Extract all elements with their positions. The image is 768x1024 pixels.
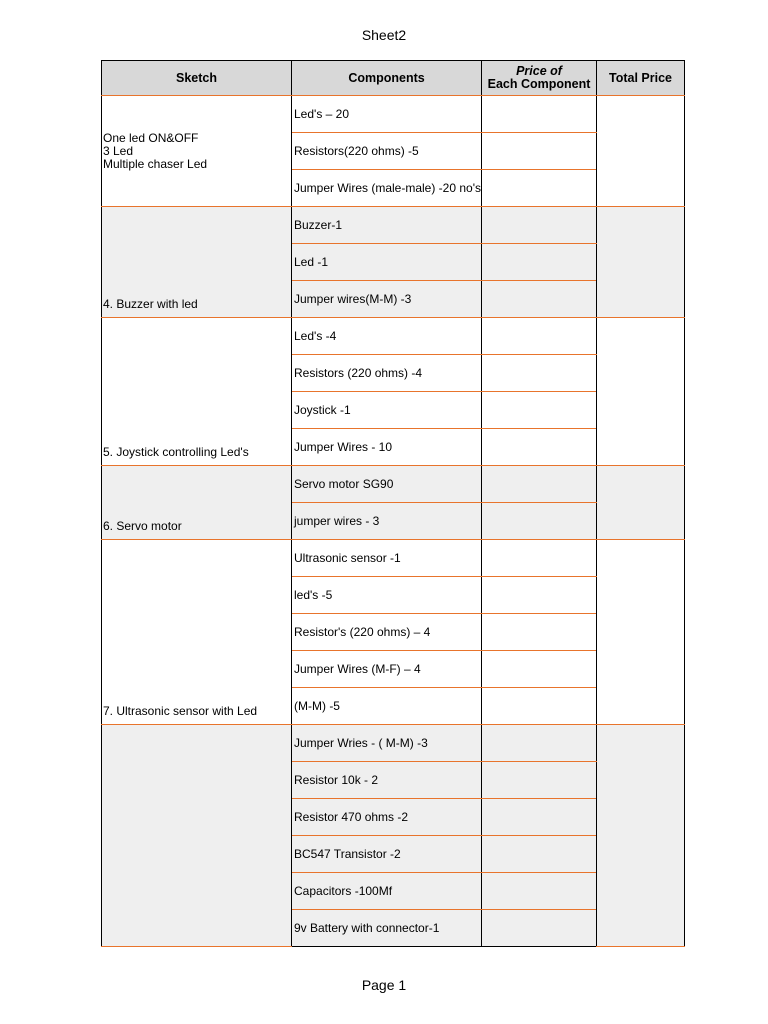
price-cell[interactable] — [482, 392, 597, 429]
price-cell[interactable] — [482, 133, 597, 170]
total-price-cell[interactable] — [597, 318, 685, 466]
header-total: Total Price — [597, 61, 685, 96]
component-cell[interactable]: jumper wires - 3 — [292, 503, 482, 540]
table-row — [102, 540, 685, 577]
sketch-cell — [102, 540, 292, 725]
header-row — [102, 61, 685, 96]
price-cell[interactable] — [482, 577, 597, 614]
price-cell[interactable] — [482, 207, 597, 244]
total-price-cell[interactable] — [597, 96, 685, 207]
header-price-line1: Price of — [516, 64, 562, 78]
price-cell[interactable] — [482, 355, 597, 392]
header-sketch: Sketch — [102, 61, 292, 96]
sketch-cell — [102, 96, 292, 207]
page-footer: Page 1 — [361, 977, 407, 993]
header-components: Components — [292, 61, 482, 96]
sketch-cell — [102, 207, 292, 318]
component-cell[interactable]: Resistors(220 ohms) -5 — [292, 133, 482, 170]
sketch-label: 5. Joystick controlling Led's — [103, 445, 249, 459]
component-cell[interactable]: led's -5 — [292, 577, 482, 614]
component-cell[interactable]: Resistor 10k - 2 — [292, 762, 482, 799]
price-cell[interactable] — [482, 614, 597, 651]
total-price-cell[interactable] — [597, 540, 685, 725]
price-cell[interactable] — [482, 688, 597, 725]
price-cell[interactable] — [482, 503, 597, 540]
component-cell[interactable]: Resistor 470 ohms -2 — [292, 799, 482, 836]
component-cell[interactable]: Resistor's (220 ohms) – 4 — [292, 614, 482, 651]
price-cell[interactable] — [482, 725, 597, 762]
sketch-label: 6. Servo motor — [103, 519, 182, 533]
component-cell[interactable]: 9v Battery with connector-1 — [292, 910, 482, 947]
price-cell[interactable] — [482, 244, 597, 281]
sketch-cell — [102, 725, 292, 947]
sketch-label: 3 Led — [103, 143, 134, 158]
component-cell[interactable]: Led -1 — [292, 244, 482, 281]
component-cell[interactable]: Ultrasonic sensor -1 — [292, 540, 482, 577]
total-price-cell[interactable] — [597, 466, 685, 540]
sketch-label: One led ON&OFF — [103, 130, 199, 145]
table-row — [102, 207, 685, 244]
table-row — [102, 318, 685, 355]
price-cell[interactable] — [482, 651, 597, 688]
table-row — [102, 725, 685, 762]
table-row — [102, 466, 685, 503]
sheet-title: Sheet2 — [361, 27, 407, 43]
component-cell[interactable]: Jumper Wires - 10 — [292, 429, 482, 466]
price-cell[interactable] — [482, 170, 597, 207]
component-cell[interactable]: Led's -4 — [292, 318, 482, 355]
component-cell[interactable]: Joystick -1 — [292, 392, 482, 429]
component-cell[interactable]: Jumper Wires (M-F) – 4 — [292, 651, 482, 688]
table-body — [102, 96, 685, 947]
components-table — [101, 60, 685, 947]
price-cell[interactable] — [482, 318, 597, 355]
header-price — [482, 61, 597, 96]
price-cell[interactable] — [482, 466, 597, 503]
price-cell[interactable] — [482, 96, 597, 133]
sketch-cell — [102, 318, 292, 466]
component-cell[interactable]: Jumper Wries - ( M-M) -3 — [292, 725, 482, 762]
total-price-cell[interactable] — [597, 207, 685, 318]
total-price-cell[interactable] — [597, 725, 685, 947]
component-cell[interactable]: Resistors (220 ohms) -4 — [292, 355, 482, 392]
component-cell[interactable]: Capacitors -100Mf — [292, 873, 482, 910]
table-row — [102, 96, 685, 133]
price-cell[interactable] — [482, 873, 597, 910]
component-cell[interactable]: Servo motor SG90 — [292, 466, 482, 503]
price-cell[interactable] — [482, 836, 597, 873]
component-cell[interactable]: Led's – 20 — [292, 96, 482, 133]
component-cell[interactable]: Jumper wires(M-M) -3 — [292, 281, 482, 318]
price-cell[interactable] — [482, 762, 597, 799]
component-cell[interactable]: Jumper Wires (male-male) -20 no's — [292, 170, 482, 207]
component-cell[interactable]: Buzzer-1 — [292, 207, 482, 244]
sketch-cell — [102, 466, 292, 540]
component-cell[interactable]: (M-M) -5 — [292, 688, 482, 725]
price-cell[interactable] — [482, 799, 597, 836]
price-cell[interactable] — [482, 429, 597, 466]
price-cell[interactable] — [482, 910, 597, 947]
price-cell[interactable] — [482, 281, 597, 318]
component-cell[interactable]: BC547 Transistor -2 — [292, 836, 482, 873]
price-cell[interactable] — [482, 540, 597, 577]
header-price-line2: Each Component — [487, 77, 591, 91]
sketch-label: 4. Buzzer with led — [103, 297, 198, 311]
sketch-label: 7. Ultrasonic sensor with Led — [103, 704, 258, 718]
sketch-label: Multiple chaser Led — [103, 156, 208, 171]
